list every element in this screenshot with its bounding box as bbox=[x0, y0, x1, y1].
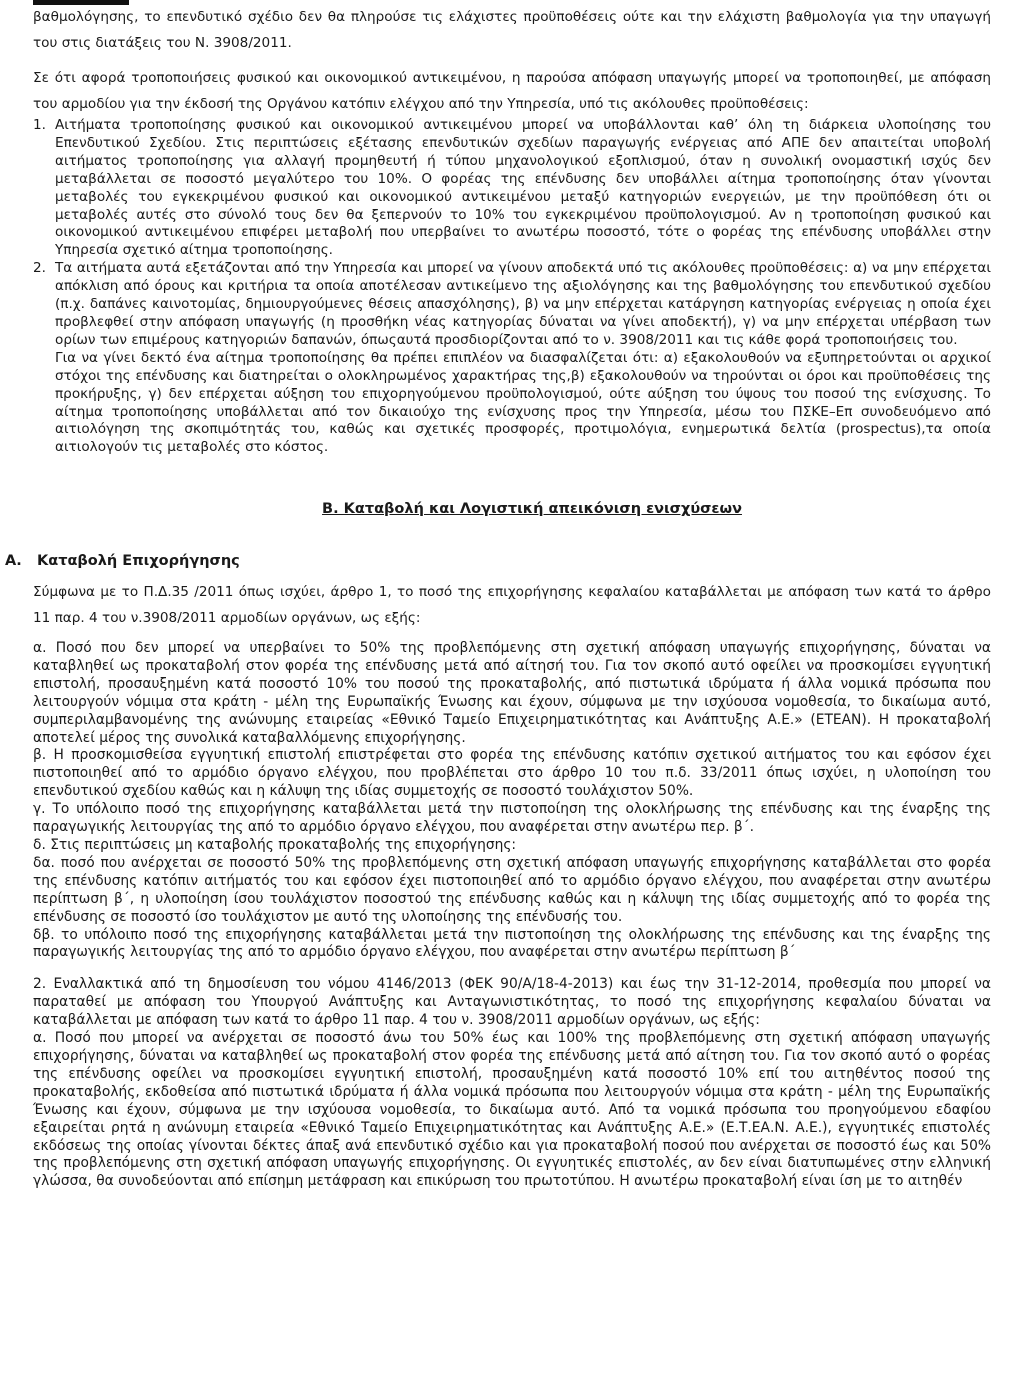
alternative-payment-clause-a: α. Ποσό που μπορεί να ανέρχεται σε ποσοστό άνω του 50% έως και 100% της προβλεπόμενης στη σχετική απόφαση υπαγωγής επιχορήγησης, δύναται να καταβληθεί ως προκαταβολή στον φορέα της επένδυσης μετά από αίτηση του. Για τον σκοπό αυτό ο φορέας της επένδυσης οφείλει να προσκομίσει εγγυητική επιστολή, προσαυξημένη κατά ποσοστό 10% επί του αιτηθέντος ποσού της προκαταβολής, εκδοθείσα από πιστωτικά ιδρύματα ή άλλα νομικά πρόσωπα που λειτουργούν νόμιμα στα κράτη - μέλη της Ευρωπαϊκής Ένωσης και έχουν, σύμφωνα με την ισχύουσα νομοθεσία, το δικαίωμα αυτό. Από τα νομικά πρόσωπα του προηγούμενου εδαφίου εξαιρείται ρητά η ανώνυμη εταιρεία «Εθνικό Ταμείο Επιχειρηματικότητας και Ανάπτυξης Α.Ε.» (Ε.Τ.ΕΑ.Ν. Α.Ε.), εγγυητικές επιστολές εκδόσεως της οποίας γίνονται δέκτες άπαξ ανά επενδυτικό σχέδιο και για προκαταβολή ποσού που ανέρχεται σε ποσοστό έως και 50% της προβλεπόμενης στη σχετική απόφαση υπαγωγής επιχορήγησης. Οι εγγυητικές επιστολές, αν δεν είναι διατυπωμένες στην ελληνική γλώσσα, θα συνοδεύονται από επίσημη μετάφραση και επικύρωση του πρωτοτύπου. Η ανωτέρω προκαταβολή είναι ίση με το αιτηθέν bbox=[33, 1030, 991, 1190]
subsection-a-heading bbox=[5, 553, 991, 571]
alternative-payment-intro: 2. Εναλλακτικά από τη δημοσίευση του νόμου 4146/2013 (ΦΕΚ 90/Α/18-4-2013) και έως την 31-12-2014, προθεσμία που μπορεί να παραταθεί με απόφαση του Υπουργού Ανάπτυξης και Ανταγωνιστικότητας, το ποσό της επιχορήγησης κεφαλαίου δύναται να καταβάλλεται με απόφαση των κατά το άρθρο 11 παρ. 4 του ν. 3908/2011 αρμοδίων οργάνων, ως εξής: bbox=[33, 976, 991, 1029]
payment-clause-d: δ. Στις περιπτώσεις μη καταβολής προκαταβολής της επιχορήγησης: bbox=[33, 837, 517, 853]
modification-intro: Σε ότι αφορά τροποποιήσεις φυσικού και οικονομικού αντικειμένου, η παρούσα απόφαση υπαγωγής μπορεί να τροποποιηθεί, με απόφαση του αρμοδίου για την έκδοσή της Οργάνου κατόπιν ελέγχου από την Υπηρεσία, υπό τις ακόλουθες προϋποθέσεις: bbox=[33, 70, 991, 112]
payment-block-2 bbox=[33, 976, 991, 1191]
list-item-text: Αιτήματα τροποποίησης φυσικού και οικονομικού αντικειμένου μπορεί να υποβάλλονται καθ’ όλη τη διάρκεια υλοποίησης του Επενδυτικού Σχεδίου. Στις περιπτώσεις εξέτασης επενδυτικών σχεδίων παραγωγής ενέργειας από ΑΠΕ δεν απαιτείται υποβολή αιτήματος τροποποίησης για αλλαγή προμηθευτή ή τύπου μηχανολογικού εξοπλισμού, όταν η συνολική ονομαστική ισχύς δεν μεταβάλλεται σε ποσοστό μεγαλύτερο του 10%. Ο φορέας της επένδυσης δεν υποβάλλει αίτημα τροποποίησης όταν γίνονται μεταβολές του εγκεκριμένου φυσικού και οικονομικού αντικειμένου μεταξύ κατηγοριών ενεργειών, με την προϋπόθεση ότι οι μεταβολές αυτές στο σύνολό τους δεν θα ξεπερνούν το 10% του εγκεκριμένου προϋπολογισμού. Αν η τροποποίηση φυσικού και οικονομικού αντικειμένου επιφέρει μεταβολή που υπερβαίνει το ανωτέρω ποσοστό, τότε ο φορέας της επένδυσης υποβάλλει στην Υπηρεσία σχετικό αίτημα τροποποίησης. bbox=[55, 117, 991, 259]
payment-clause-db: δβ. το υπόλοιπο ποσό της επιχορήγησης καταβάλλεται μετά την πιστοποίηση της ολοκλήρωσης της επένδυσης και της έναρξης της παραγωγικής λειτουργίας της από το αρμόδιο όργανο ελέγχου, που αναφέρεται στην ανωτέρω περίπτωση β΄ bbox=[33, 926, 991, 961]
list-item-number: 2. bbox=[33, 260, 46, 277]
subsection-intro: Σύμφωνα με το Π.Δ.35 /2011 όπως ισχύει, άρθρο 1, το ποσό της επιχορήγησης κεφαλαίου καταβάλλεται με απόφαση των κατά το άρθρο 11 παρ. 4 του ν.3908/2011 αρμοδίων οργάνων, ως εξής: bbox=[33, 584, 991, 627]
subsection-title: Καταβολή Επιχορήγησης bbox=[37, 553, 240, 570]
list-item-text: Τα αιτήματα αυτά εξετάζονται από την Υπηρεσία και μπορεί να γίνουν αποδεκτά υπό τις ακόλουθες προϋποθέσεις: α) να μην επέρχεται απόκλιση από όρους και κριτήρια τα οποία αποτέλεσαν αντικείμενο της αξιολόγησης και της βαθμολόγησης του επενδυτικού σχεδίου (π.χ. δαπάνες καινοτομίας, δημιουργούμενες θέσεις απασχόλησης), β) να μην επέρχεται κατάργηση κατηγορίας ενέργειας η οποία έχει προβλεφθεί στην απόφαση υπαγωγής (η προσθήκη νέας κατηγορίας δύναται να γίνει αποδεκτή), γ) να μην επέρχεται υπέρβαση των ορίων των επιμέρους κατηγοριών δαπανών, όπωςαυτά προσδιορίζονται από το ν. 3908/2011 και τις κάθε φορά τροποποιήσεις του. bbox=[55, 260, 991, 348]
payment-block-1 bbox=[33, 640, 991, 962]
subsection-letter: Α. bbox=[5, 553, 22, 570]
payment-clause-da: δα. ποσό που ανέρχεται σε ποσοστό 50% της προβλεπόμενης στη σχετική απόφαση υπαγωγής επιχορήγησης καταβάλλεται στο φορέα της επένδυσης κατόπιν αιτήματός του και εφόσον έχει πιστοποιηθεί από το αρμόδιο όργανο ελέγχου, που αναφέρεται στην ανωτέρω περίπτωση β΄, η υλοποίηση ίσου τουλάχιστον ποσοστού της επένδυσης καθώς και η κάλυψη της ιδίας συμμετοχής από το φορέα της επένδυσης σε ποσοστό ίσο τουλάχιστον με αυτό της υλοποίησης της επένδυσής του. bbox=[33, 854, 991, 925]
payment-clause-a: α. Ποσό που δεν μπορεί να υπερβαίνει το 50% της προβλεπόμενης στη σχετική απόφαση υπαγωγής επιχορήγησης, δύναται να καταβληθεί ως προκαταβολή στον φορέα της επένδυσης μετά από αίτησή του. Για τον σκοπό αυτό οφείλει να προσκομίσει εγγυητική επιστολή, προσαυξημένη κατά ποσοστό 10% του ποσού της προκαταβολής, από πιστωτικά ιδρύματα ή άλλα νομικά πρόσωπα που λειτουργούν νόμιμα στα κράτη - μέλη της Ευρωπαϊκής Ένωσης και έχουν, σύμφωνα με την ισχύουσα νομοθεσία, το δικαίωμα αυτό, συμπεριλαμβανομένης της ανώνυμης εταιρείας «Εθνικό Ταμείο Επιχειρηματικότητας και Ανάπτυξης Α.Ε.» (ΕΤΕΑΝ). Η προκαταβολή αποτελεί μέρος της συνολικά καταβαλλόμενης επιχορήγησης. bbox=[33, 640, 991, 746]
numbered-list bbox=[33, 117, 991, 457]
list-item-1 bbox=[33, 117, 991, 260]
section-b-title: Β. Καταβολή και Λογιστική απεικόνιση ενισχύσεων bbox=[322, 501, 742, 518]
document-page bbox=[5, 4, 991, 1191]
payment-clause-c: γ. Το υπόλοιπο ποσό της επιχορήγησης καταβάλλεται μετά την πιστοποίηση της ολοκλήρωσης της επένδυσης και της έναρξης της παραγωγικής λειτουργίας της από το αρμόδιο όργανο ελέγχου, που αναφέρεται στην ανωτέρω περ. β΄. bbox=[33, 801, 991, 836]
item2-followup: Για να γίνει δεκτό ένα αίτημα τροποποίησης θα πρέπει επιπλέον να διασφαλίζεται ότι: α) εξακολουθούν να εξυπηρετούνται οι αρχικοί στόχοι της επένδυσης και διατηρείται ο ολοκληρωμένος χαρακτήρας της,β) εξακολουθούν να τηρούνται οι όροι και προϋποθέσεις της προκήρυξης, γ) δεν επέρχεται αύξηση του επιχορηγούμενου προϋπολογισμού, ούτε αύξηση του ύψους του ποσού της ενίσχυσης. Το αίτημα τροποποίησης υποβάλλεται από τον δικαιούχο της ενίσχυσης προς την Υπηρεσία, μέσω του ΠΣΚΕ–Επ συνοδευόμενο από αιτιολόγηση της σκοπιμότητάς του, καθώς και σχετικές προσφορές, προτιμολόγια, ενημερωτικά δελτία (prospectus),τα οποία αιτιολογούν τις μεταβολές στο κόστος. bbox=[55, 349, 991, 456]
payment-clause-b: β. Η προσκομισθείσα εγγυητική επιστολή επιστρέφεται στο φορέα της επένδυσης κατόπιν σχετικού αιτήματος του και εφόσον έχει πιστοποιηθεί από το αρμόδιο όργανο ελέγχου, που προβλέπεται στο άρθρο 10 του π.δ. 33/2011 όπως ισχύει, η υλοποίηση του επενδυτικού σχεδίου καθώς και η κάλυψη της ιδίας συμμετοχής σε ποσοστό τουλάχιστον 50%. bbox=[33, 747, 991, 800]
list-item-2 bbox=[33, 260, 991, 350]
top-paragraph: βαθμολόγησης, το επενδυτικό σχέδιο δεν θα πληρούσε τις ελάχιστες προϋποθέσεις ούτε και την ελάχιστη βαθμολογία για την υπαγωγή του στις διατάξεις του Ν. 3908/2011. bbox=[33, 9, 991, 51]
list-item-number: 1. bbox=[33, 117, 46, 133]
